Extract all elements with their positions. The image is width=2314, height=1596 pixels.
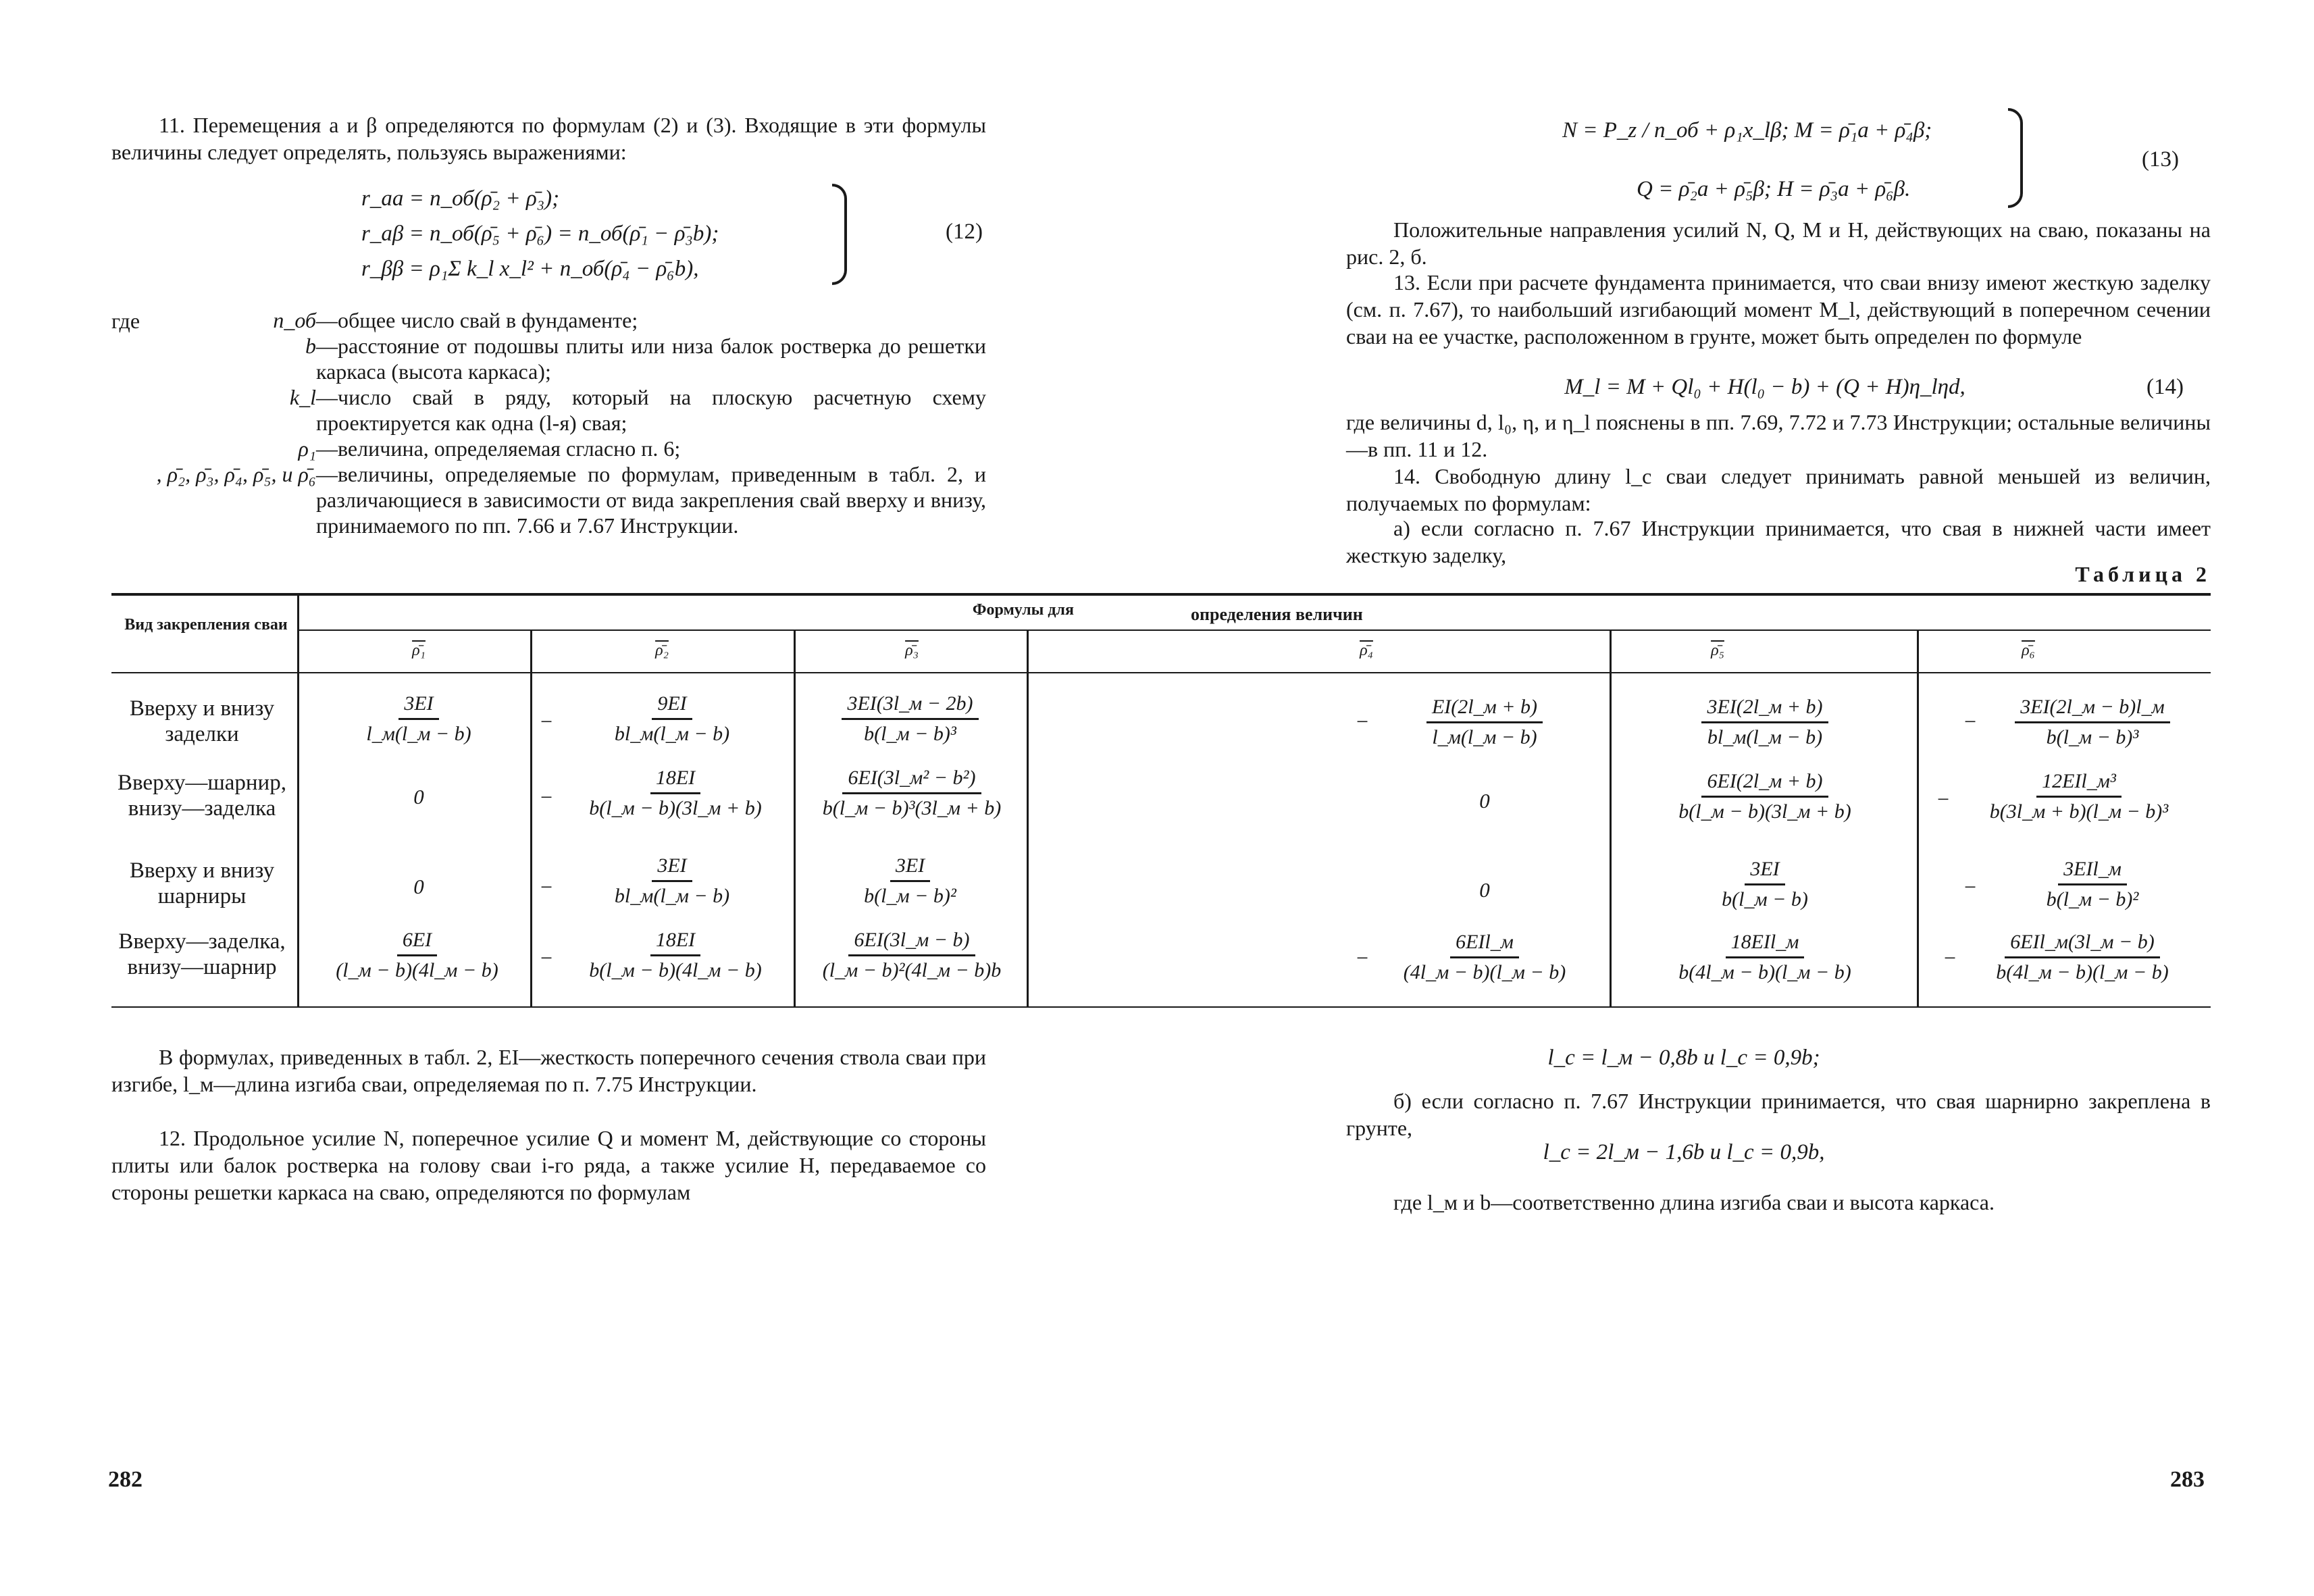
table-title: Таблица 2 — [2075, 562, 2211, 586]
cell-r1-rho4-sign: − — [1356, 709, 1369, 733]
cell-r2-rho4: 0 — [1479, 789, 1490, 813]
equation-12-brace — [832, 184, 847, 285]
cell-r4-rho4: 6EIl_м (4l_м − b)(l_м − b) — [1403, 931, 1566, 983]
equation-13-number: (13) — [2142, 147, 2179, 172]
table-top-rule-right — [1157, 593, 2211, 596]
row-label-4: Вверху—заделка, внизу—шарнир — [118, 929, 286, 979]
formula-free-length-b: l_c = 2l_м − 1,6b и l_c = 0,9b, — [1543, 1140, 1825, 1164]
cell-r2-rho2: 18EI b(l_м − b)(3l_м + b) — [589, 767, 762, 819]
table-vline — [1027, 631, 1029, 1006]
cell-r3-rho1: 0 — [413, 875, 424, 898]
cell-r3-rho2: 3EI bl_м(l_м − b) — [614, 854, 730, 907]
table-top-rule — [111, 593, 1157, 596]
col-header-rho1: ρ̄₁ — [412, 642, 426, 659]
cell-r3-rho5: 3EI b(l_м − b) — [1722, 858, 1808, 910]
paragraph-14b: б) если согласно п. 7.67 Инструкции принимается, что свая шарнирно закреплена в грунте, — [1346, 1089, 2211, 1140]
equation-14: M_l = M + Ql₀ + H(l₀ − b) + (Q + H)η_lηd, — [1564, 375, 1965, 399]
paragraph-positive-directions: Положительные направления усилий N, Q, M и H, действующих на сваю, показаны на рис. 2, б. — [1346, 217, 2211, 269]
paragraph-12: 12. Продольное усилие N, поперечное усилие Q и момент M, действующие со стороны плиты или балок ростверка на голову сваи i-го ряда, а также усилие H, передаваемое со стороны решетки каркаса на сваю, определяются по формулам — [111, 1126, 986, 1204]
paragraph-14a: а) если согласно п. 7.67 Инструкции принимается, что свая в нижней части имеет жесткую заделку, — [1346, 516, 2211, 567]
paragraph-13: 13. Если при расчете фундамента принимается, что сваи внизу имеют жесткую заделку (см. п. 7.67), то наибольший изгибающий момент M_l, действующий в поперечном сечении сваи на ее участке, расположенном в грунте, может быть определен по формуле — [1346, 270, 2211, 349]
equation-12-line-3: r_ββ = ρ₁Σ k_l x_l² + n_об(ρ̄₄ − ρ̄₆b), — [361, 257, 699, 281]
row-label-1: Вверху и внизу заделки — [129, 696, 275, 746]
cell-r1-rho1: 3EI l_м(l_м − b) — [366, 692, 471, 745]
row-label-3: Вверху и внизу шарниры — [129, 858, 275, 908]
cell-r2-rho3: 6EI(3l_м² − b²) b(l_м − b)³(3l_м + b) — [822, 767, 1002, 819]
formula-free-length-a: l_c = l_м − 0,8b и l_c = 0,9b; — [1547, 1046, 1820, 1070]
paragraph-where-last: где l_м и b—соответственно длина изгиба сваи и высота каркаса. — [1393, 1190, 1995, 1214]
page-number-right: 283 — [2170, 1467, 2205, 1492]
right-page — [1157, 0, 2314, 1596]
page-number-left: 282 — [108, 1467, 143, 1492]
col-header-rho3: ρ̄₃ — [905, 642, 919, 659]
paragraph-where-14: где величины d, l₀, η, и η_l пояснены в пп. 7.69, 7.72 и 7.73 Инструкции; остальные величины—в пп. 11 и 12. — [1346, 410, 2211, 461]
definitions-list — [54, 307, 986, 538]
col-header-rho4: ρ̄₄ — [1360, 642, 1373, 659]
equation-14-number: (14) — [2146, 375, 2184, 399]
cell-r1-rho6-sign: − — [1964, 709, 1977, 733]
table-vline — [297, 594, 299, 1006]
definition-item: n_об —общее число свай в фундаменте; — [273, 308, 638, 332]
table-vline — [530, 631, 532, 1006]
table-bottom-rule — [111, 1006, 1157, 1008]
table-bottom-rule-right — [1157, 1006, 2211, 1008]
cell-r3-rho6: 3EIl_м b(l_м − b)² — [2046, 858, 2139, 910]
paragraph-11: 11. Перемещения a и β определяются по формулам (2) и (3). Входящие в эти формулы величины следует определять, пользуясь выражениями: — [111, 113, 986, 164]
col-header-rho6: ρ̄₆ — [2022, 642, 2035, 659]
definition-item: , ρ̄₂, ρ̄₃, ρ̄₄, ρ̄₅, и ρ̄₆ —величины, определяемые по формулам, приведенным в табл. 2, и различающиеся в зависимости от вида закрепления свай вверху и внизу, принимаемого по пп. 7.66 и 7.67 Инструкции. — [156, 462, 986, 538]
definition-item: k_l —число свай в ряду, который на плоскую расчетную схему проектируется как одна (l-я) свая; — [289, 385, 986, 435]
equation-12-block — [361, 181, 834, 286]
equation-12-line-2: r_aβ = n_об(ρ̄₅ + ρ̄₆) = n_об(ρ̄₁ − ρ̄₃b); — [361, 222, 719, 246]
col-header-rho2: ρ̄₂ — [655, 642, 669, 659]
paragraph-after-table: В формулах, приведенных в табл. 2, EI—жесткость поперечного сечения ствола сваи при изгибе, l_м—длина изгиба сваи, определяемая по п. 7.75 Инструкции. — [111, 1045, 986, 1096]
cell-r2-rho5: 6EI(2l_м + b) b(l_м − b)(3l_м + b) — [1678, 770, 1851, 823]
cell-r2-rho1: 0 — [413, 785, 424, 808]
cell-r1-rho6: 3EI(2l_м − b)l_м b(l_м − b)³ — [1984, 696, 2201, 749]
cell-r1-rho5: 3EI(2l_м + b) bl_м(l_м − b) — [1643, 696, 1886, 749]
cell-r2-rho6-sign: − — [1937, 787, 1950, 811]
equation-13-line-1: N = P_z / n_об + ρ₁x_lβ; M = ρ̄₁a + ρ̄₄β; — [1562, 118, 1932, 143]
cell-r4-rho4-sign: − — [1356, 946, 1369, 970]
cell-r2-rho2-sign: − — [540, 785, 553, 809]
cell-r1-rho2: 9EI bl_м(l_м − b) — [614, 692, 730, 745]
cell-r3-rho4: 0 — [1479, 878, 1490, 902]
cell-r1-rho2-sign: − — [540, 709, 553, 733]
cell-r4-rho1: 6EI (l_м − b)(4l_м − b) — [336, 929, 498, 981]
table-span-header: Формулы для — [972, 601, 1074, 619]
where-word: где — [111, 309, 140, 333]
table-vline-right — [1917, 631, 1919, 1006]
row-label-2: Вверху—шарнир, внизу—заделка — [118, 771, 286, 821]
paragraph-14: 14. Свободную длину l_c сваи следует принимать равной меньшей из величин, получаемых по формулам: — [1346, 464, 2211, 515]
equation-12-line-1: r_aa = n_об(ρ̄₂ + ρ̄₃); — [361, 186, 560, 211]
cell-r3-rho3: 3EI b(l_м − b)² — [864, 854, 956, 907]
cell-r4-rho3: 6EI(3l_м − b) (l_м − b)²(4l_м − b)b — [822, 929, 1002, 981]
cell-r1-rho4: EI(2l_м + b) l_м(l_м − b) — [1373, 696, 1596, 749]
equation-13-line-2: Q = ρ̄₂a + ρ̄₅β; H = ρ̄₃a + ρ̄₆β. — [1637, 177, 1911, 201]
table-subheader-rule-right — [1157, 629, 2211, 631]
table-span-header-right: определения величин — [1191, 604, 1363, 624]
equation-13-brace — [2008, 108, 2023, 208]
cell-r2-rho6: 12EIl_м³ b(3l_м + b)(l_м − b)³ — [1989, 770, 2169, 823]
equation-12-number: (12) — [946, 220, 983, 244]
col-header-rho5: ρ̄₅ — [1711, 642, 1724, 659]
definition-item: ρ₁ —величина, определяемая сгласно п. 6; — [298, 436, 681, 461]
cell-r4-rho5: 18EIl_м b(4l_м − b)(l_м − b) — [1678, 931, 1851, 983]
cell-r1-rho3: 3EI(3l_м − 2b) b(l_м − b)³ — [797, 692, 1023, 746]
table-corner-header: Вид закрепления сваи — [124, 616, 288, 634]
cell-r3-rho6-sign: − — [1964, 875, 1977, 899]
table-vline — [794, 631, 796, 1006]
definition-item: b —расстояние от подошвы плиты или низа балок ростверка до решетки каркаса (высота каркаса); — [305, 334, 986, 384]
cell-r4-rho2: 18EI b(l_м − b)(4l_м − b) — [589, 929, 762, 981]
cell-r4-rho2-sign: − — [540, 946, 553, 970]
table-header-bottom-rule — [111, 672, 1157, 673]
cell-r3-rho2-sign: − — [540, 875, 553, 899]
cell-r4-rho6-sign: − — [1944, 946, 1957, 970]
cell-r4-rho6: 6EIl_м(3l_м − b) b(4l_м − b)(l_м − b) — [1996, 931, 2169, 983]
table-header-bottom-rule-right — [1157, 672, 2211, 673]
table-vline-right — [1610, 631, 1612, 1006]
